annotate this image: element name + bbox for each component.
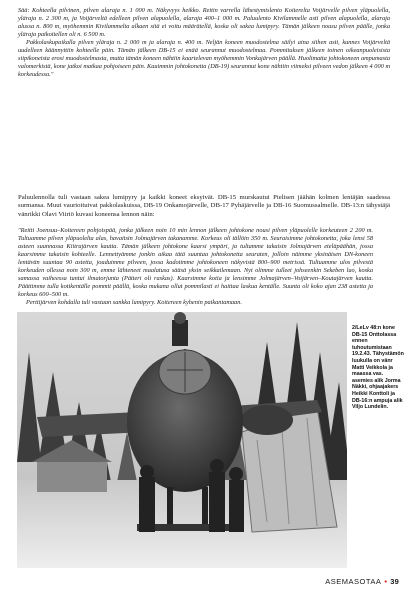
magazine-name: ASEMASOTAA xyxy=(325,577,382,586)
footer-separator: • xyxy=(384,577,388,586)
paragraph: Pakkolaskupaikalla pilven yläraja n. 2 000 m ja alaraja n. 400 m. Neljän koneen muodostelma säilyi aina siihen asti, kunnes Voijärveltä uudelleen käännyttiin kohteelle päin. Tämän jälkeen DB-15 ei enää seurannut muodostelmaa. Pommituksen jälkeen toinen oikeanpuoleisista siipikoneista erosi muodostelmasta, mutta tämän koneen nähtiin kaartelevan myöhemmin Vonkajärven päällä. Huolimatta johtokoneen ampumasta valomerkistä, kone jatkoi matkaa pohjoiseen päin. Kauimmin johtokonetta (DB-19) seurannut kone nähtiin viimeksi pilveen vedon jälkeen 4 000 m korkeudessa." xyxy=(18,39,390,79)
page-footer xyxy=(325,577,399,586)
aircraft-photo xyxy=(17,312,347,568)
paragraph: "Reitti Joensuu–Koitereen pohjoispää, jonka jälkeen noin 10 min lennon jälkeen johtokone nousi pilven yläpuolelle korkeuteen 2 200 m. Tultuamme pilven yläpuolelta alas, havaitsin Jolmajärven takanamme. Korkeus oli tällöin 350 m. Seuraisimme johtokonetta, joka lensi 58 asteen suunnassa Kiitrajärven kautta. Tämän jälkeen johtokone kaarsi ympäri, ja tultamme takaisin Jolmajärven eteläpäähän, jossa kaarsimme takaisin kohteelle. Lennettyämme jonkin aikaa tätä suuntaa johtokonetta seuraten, jolloin näimme yksinäisen DN-koneen lentävän suuntaa 90 astetta, jouduimme pilveen, jossa kadotimme johtokoneen näkyvistä 800–900 metrissä. Tultuamme ulos pilvestä korkeuden ollessa noin 300 m, emme lähteneet maalatusa sääsä yksin seikkailemaan. Nyt olimme tulleet johseenkin Sekeben luo, koska samassa vaiheessa tuntui ilmatorjunta (Pätteri oli raskas). Kaarsimme kotia ja lensimme Jolmajärven–Voijärven–Koutajärven kautta. Päättimme tulla kotikentälle pommit päällä, koska mukana ollut pommilasti ei haittaa laskua kentälle. Suunta oli koko ajan 238 astetta ja korkeus 600–500 m. xyxy=(18,227,373,299)
quote-italic-text xyxy=(18,227,373,307)
photo-caption: 2/LeLv 48:n kone DB-15 Onttolassa ennen tuhoutumistaan 19.2.43. Tähystämön luukulla on vänr Matti Veikkola ja maassa vas. asemies alik Jorma Näkki, ohjaajakers Heikki Konttoli ja DB-16:n ampuja alik Viljo Lundelin. xyxy=(352,325,404,411)
paragraph: Sää: Kohteella pilvinen, pilven alaraja n. 1 000 m. Näkyvyys heikko. Reitin varrella lähestymislento Koiterelta Voijärvelle pilven yläpuolella, yläraja n. 2 300 m, ja Voijärveltä edelleen pilven alapuolella, alaraja 400–1 000 m. Paluulento Kivilammelle asti pilven alapuolella, alaraja alussa n. 800 m, myöhemmin Kivilammelta alkaen sitä ei voitu määrätellä, koska oli sakea lumipyry. Tämän jälkeen nousu pilven päälle, jonka yläraja paikoitellen oli n. 6 500 m. xyxy=(18,7,390,39)
upper-italic-text xyxy=(18,7,390,79)
page-number: 39 xyxy=(390,577,399,586)
photo-image xyxy=(17,312,347,568)
body-text xyxy=(18,194,390,219)
paragraph: Perttijärven kohdalla tuli vastaan sankka lumipyry. Koitereen kyhenin paikantamaan. xyxy=(26,299,242,307)
paragraph: Paluulennolla tuli vastaan sakea lumipyry ja kaikki koneet eksyivät. DB-15 murskautui Pielisen jäähän kolmen lentäjän saadessa surmansa. Muut vaurioituivat pakkolaskuissa, DB-19 Onkamojärvelle, DB-17 Pyhäjärvelle ja DB-16 Suomussalmelle. DB-13:n tähystäjä vänrikki Olavi Viiriö kuvasi koneensa lennon näin: xyxy=(18,194,390,218)
